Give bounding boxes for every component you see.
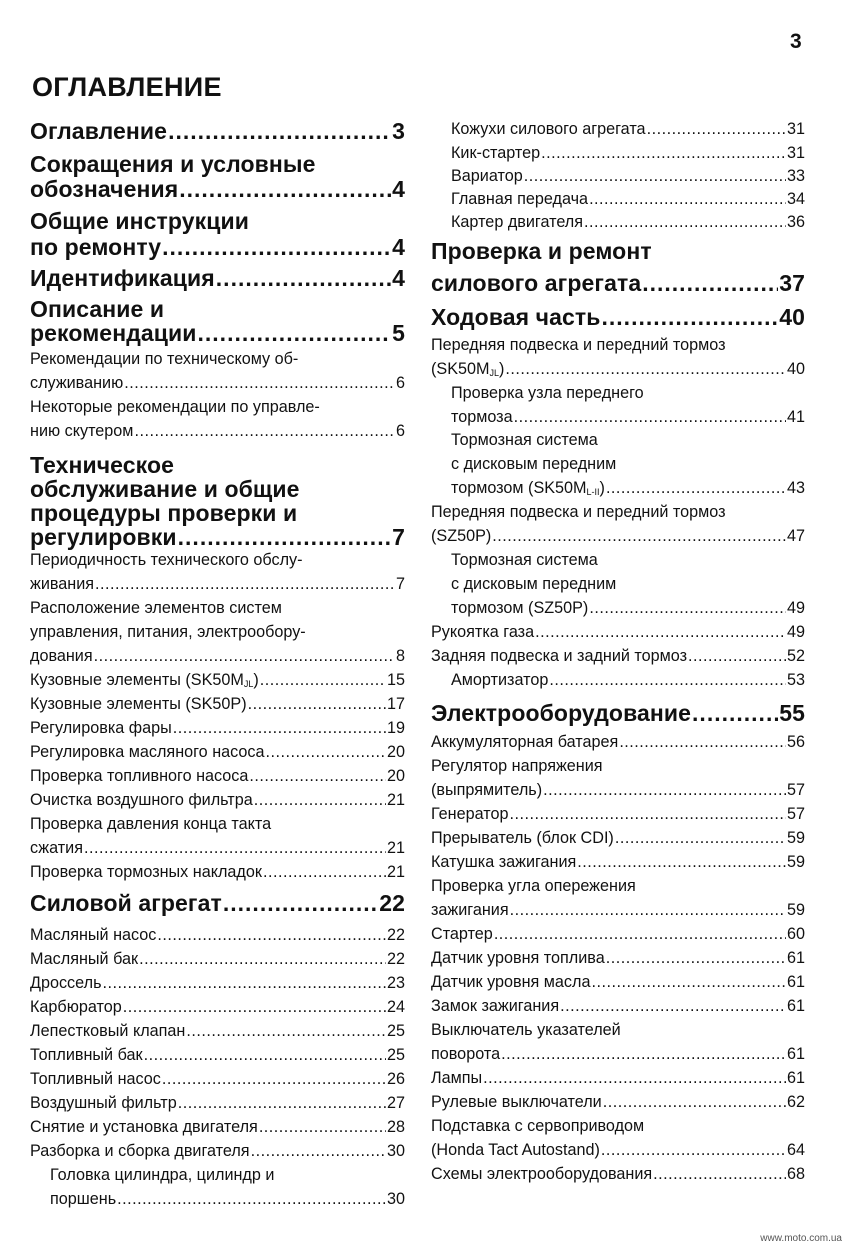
- toc-entry-line: с дисковым передним: [451, 575, 617, 593]
- toc-entry-line: Передняя подвеска и передний тормоз: [431, 503, 726, 521]
- toc-entry[interactable]: Катушка зажигания ..... 59: [431, 853, 805, 872]
- toc-entry[interactable]: Рукоятка газа ..... 49: [431, 623, 805, 642]
- toc-entry-line: Подставка с сервоприводом: [431, 1117, 645, 1135]
- toc-entry-line: Тормозная система: [451, 431, 598, 449]
- toc-entry[interactable]: служиванию ..... 6: [30, 374, 405, 393]
- toc-heading: ОГЛАВЛЕНИЕ: [32, 72, 222, 102]
- toc-entry[interactable]: $(SK50M_{JL})$ ..... 40: [431, 360, 805, 379]
- toc-entry[interactable]: живания ..... 7: [30, 575, 405, 594]
- toc-entry-line: Техническое: [30, 452, 174, 478]
- toc-entry-line: Общие инструкции: [30, 208, 249, 234]
- toc-entry[interactable]: Вариатор ..... 33: [431, 167, 805, 186]
- toc-entry[interactable]: Разборка и сборка двигателя ..... 30: [30, 1142, 405, 1161]
- toc-entry[interactable]: Замок зажигания ..... 61: [431, 997, 805, 1016]
- toc-entry-line: Тормозная система: [451, 551, 598, 569]
- toc-entry[interactable]: рекомендации ..... 5: [30, 320, 405, 347]
- toc-entry-line: Проверка и ремонт: [431, 238, 652, 264]
- toc-entry-line: Проверка угла опережения: [431, 877, 636, 895]
- toc-entry[interactable]: Электрооборудование ..... 55: [431, 700, 805, 727]
- toc-entry[interactable]: Лампы ..... 61: [431, 1069, 805, 1088]
- toc-entry-line: процедуры проверки и: [30, 500, 298, 526]
- toc-entry-line: Передняя подвеска и передний тормоз: [431, 336, 726, 354]
- toc-entry[interactable]: Дроссель ..... 23: [30, 974, 405, 993]
- toc-entry[interactable]: сжатия ..... 21: [30, 839, 405, 858]
- toc-entry-line: Сокращения и условные: [30, 151, 316, 177]
- toc-entry[interactable]: Схемы электрооборудования ..... 68: [431, 1165, 805, 1184]
- toc-entry[interactable]: Рулевые выключатели ..... 62: [431, 1093, 805, 1112]
- toc-entry-line: Проверка давления конца такта: [30, 815, 272, 833]
- toc-entry[interactable]: силового агрегата ..... 37: [431, 270, 805, 297]
- toc-entry[interactable]: Главная передача ..... 34: [431, 190, 805, 209]
- toc-entry[interactable]: (Honda Tact Autostand) ..... 64: [431, 1141, 805, 1160]
- toc-entry[interactable]: дования ..... 8: [30, 647, 405, 666]
- toc-entry[interactable]: Масляный бак ..... 22: [30, 950, 405, 969]
- toc-entry[interactable]: (SZ50P) ..... 47: [431, 527, 805, 546]
- toc-entry[interactable]: Топливный бак ..... 25: [30, 1046, 405, 1065]
- toc-entry[interactable]: обозначения ..... 4: [30, 176, 405, 203]
- toc-entry[interactable]: Лепестковый клапан ..... 25: [30, 1022, 405, 1041]
- toc-entry[interactable]: Воздушный фильтр ..... 27: [30, 1094, 405, 1113]
- toc-entry[interactable]: Карбюратор ..... 24: [30, 998, 405, 1017]
- toc-entry-line: Рекомендации по техническому об-: [30, 350, 299, 368]
- toc-entry[interactable]: Амортизатор ..... 53: [431, 671, 805, 690]
- toc-entry[interactable]: (выпрямитель) ..... 57: [431, 781, 805, 800]
- toc-entry[interactable]: тормоза ..... 41: [431, 408, 805, 427]
- toc-entry[interactable]: по ремонту ..... 4: [30, 234, 405, 261]
- toc-entry-line: Регулятор напряжения: [431, 757, 603, 775]
- toc-entry-line: Проверка узла переднего: [451, 384, 644, 402]
- toc-entry[interactable]: Датчик уровня масла ..... 61: [431, 973, 805, 992]
- toc-entry[interactable]: Снятие и установка двигателя ..... 28: [30, 1118, 405, 1137]
- toc-entry-line: Описание и: [30, 296, 165, 322]
- toc-entry[interactable]: Регулировка фары ..... 19: [30, 719, 405, 738]
- toc-entry[interactable]: Картер двигателя ..... 36: [431, 213, 805, 232]
- toc-entry[interactable]: Силовой агрегат ..... 22: [30, 890, 405, 917]
- toc-entry-line: управления, питания, электрообору-: [30, 623, 306, 641]
- toc-entry[interactable]: Проверка топливного насоса ..... 20: [30, 767, 405, 786]
- toc-entry[interactable]: Оглавление ..... 3: [30, 118, 405, 145]
- toc-entry[interactable]: нию скутером ..... 6: [30, 422, 405, 441]
- toc-entry[interactable]: Датчик уровня топлива ..... 61: [431, 949, 805, 968]
- toc-entry[interactable]: Кузовные элементы $(SK50M_{JL})$ ..... 15: [30, 671, 405, 690]
- toc-entry[interactable]: Ходовая часть ..... 40: [431, 304, 805, 331]
- footer-url: www.moto.com.ua: [760, 1233, 842, 1244]
- toc-entry[interactable]: зажигания ..... 59: [431, 901, 805, 920]
- toc-entry[interactable]: Кожухи силового агрегата ..... 31: [431, 120, 805, 139]
- toc-entry-line: Головка цилиндра, цилиндр и: [50, 1166, 275, 1184]
- toc-entry-line: Расположение элементов систем: [30, 599, 282, 617]
- toc-entry[interactable]: поворота ..... 61: [431, 1045, 805, 1064]
- page-number: 3: [790, 30, 802, 53]
- toc-entry-line: обслуживание и общие: [30, 476, 300, 502]
- toc-entry[interactable]: Топливный насос ..... 26: [30, 1070, 405, 1089]
- toc-entry[interactable]: Кик-стартер ..... 31: [431, 144, 805, 163]
- toc-entry[interactable]: поршень ..... 30: [30, 1190, 405, 1209]
- toc-entry[interactable]: Аккумуляторная батарея ..... 56: [431, 733, 805, 752]
- toc-entry[interactable]: Стартер ..... 60: [431, 925, 805, 944]
- toc-entry-line: Некоторые рекомендации по управле-: [30, 398, 320, 416]
- toc-entry[interactable]: регулировки ..... 7: [30, 524, 405, 551]
- toc-entry[interactable]: Генератор ..... 57: [431, 805, 805, 824]
- toc-entry[interactable]: тормозом $(SK50M_{L-II})$ ..... 43: [431, 479, 805, 498]
- toc-entry[interactable]: тормозом (SZ50P) ..... 49: [431, 599, 805, 618]
- toc-entry-line: с дисковым передним: [451, 455, 617, 473]
- toc-entry[interactable]: Очистка воздушного фильтра ..... 21: [30, 791, 405, 810]
- toc-entry[interactable]: Идентификация ..... 4: [30, 265, 405, 292]
- toc-entry-line: Периодичность технического обслу-: [30, 551, 303, 569]
- toc-entry[interactable]: Прерыватель (блок CDI) ..... 59: [431, 829, 805, 848]
- toc-entry[interactable]: Масляный насос ..... 22: [30, 926, 405, 945]
- toc-entry[interactable]: Регулировка масляного насоса ..... 20: [30, 743, 405, 762]
- toc-entry-line: Выключатель указателей: [431, 1021, 621, 1039]
- toc-entry[interactable]: Кузовные элементы (SK50P) ..... 17: [30, 695, 405, 714]
- toc-entry[interactable]: Проверка тормозных накладок ..... 21: [30, 863, 405, 882]
- toc-entry[interactable]: Задняя подвеска и задний тормоз ..... 52: [431, 647, 805, 666]
